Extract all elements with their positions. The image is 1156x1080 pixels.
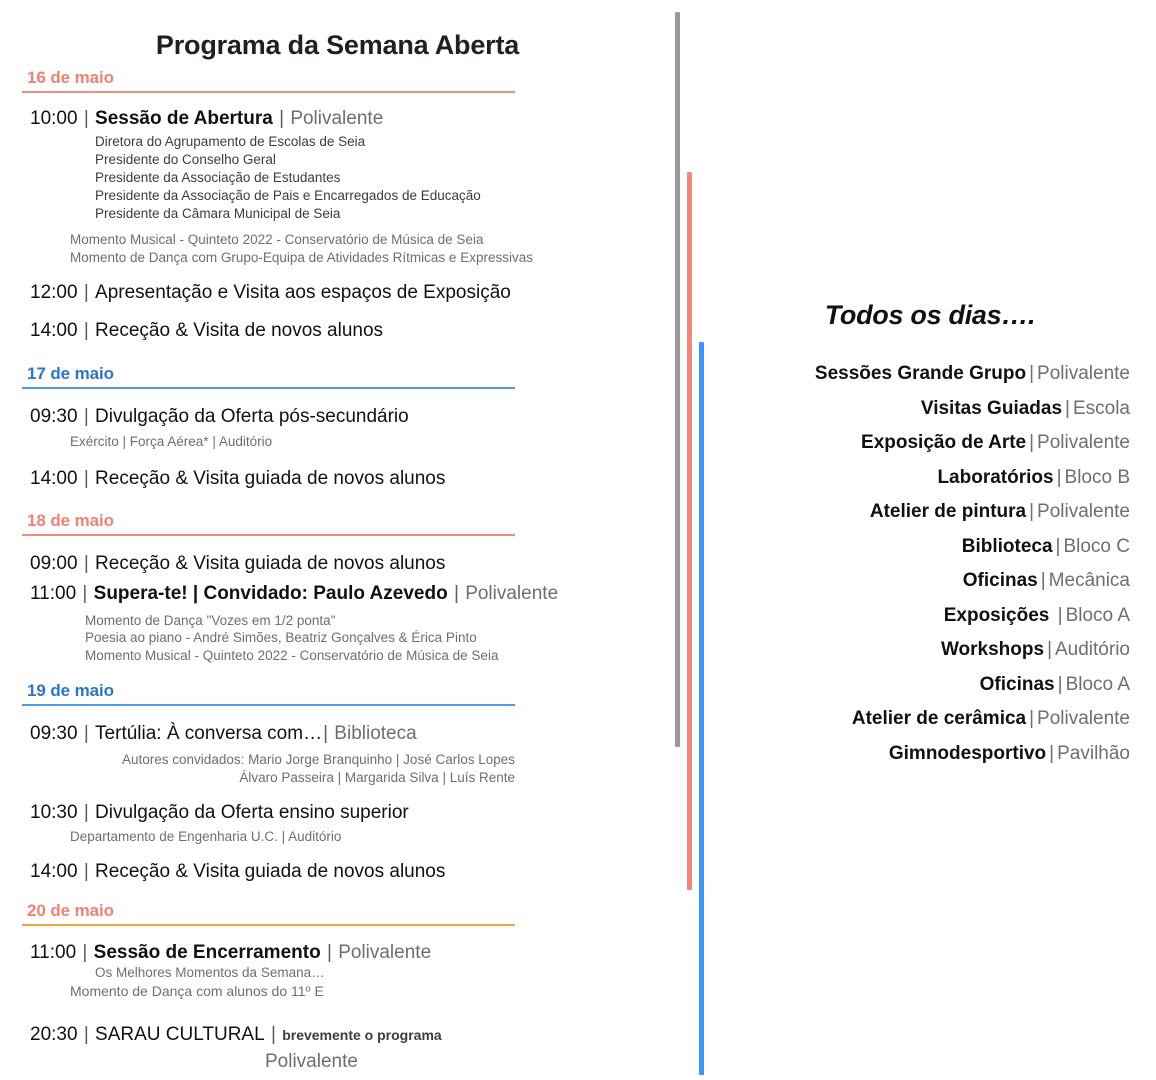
- daily-label: Oficinas: [962, 570, 1038, 591]
- event-subline: Momento Musical - Quinteto 2022 - Conservatório de Música de Seia: [85, 648, 499, 664]
- list-item: Exposição de Arte | Polivalente: [861, 432, 1130, 453]
- daily-label: Atelier de cerâmica: [851, 708, 1027, 729]
- vertical-rule-gray: [675, 12, 680, 747]
- daily-label: Exposições: [943, 604, 1055, 626]
- list-item: Gimnodesportivo | Pavilhão: [888, 742, 1130, 764]
- event-headline: 09:30 | Divulgação da Oferta pós-secundário: [30, 406, 409, 428]
- event-headline: 12:00 | Apresentação e Visita aos espaços de Exposição: [30, 281, 511, 303]
- event-time: 14:00: [30, 467, 78, 489]
- list-item: Atelier de pintura | Polivalente: [869, 501, 1130, 522]
- daily-label: Oficinas: [979, 673, 1055, 695]
- list-item: Biblioteca | Bloco C: [961, 535, 1130, 557]
- event-place: Polivalente: [290, 107, 384, 129]
- event-title: Supera-te! | Convidado: Paulo Azevedo: [93, 582, 448, 604]
- event-headline: 09:30 | Tertúlia: À conversa com…| Biblioteca: [30, 722, 417, 744]
- event-subline: Presidente da Associação de Estudantes: [95, 170, 341, 186]
- daily-location: Bloco B: [1064, 466, 1130, 488]
- event-subline: Exército | Força Aérea* | Auditório: [70, 433, 273, 449]
- event-time: 09:30: [30, 406, 78, 428]
- daily-location: Pavilhão: [1057, 742, 1130, 764]
- program-schedule: [0, 68, 660, 1074]
- event-place: Polivalente: [465, 582, 559, 604]
- event-time: 09:30: [30, 722, 78, 744]
- list-item: Workshops | Auditório: [940, 639, 1130, 660]
- event-title: Receção & Visita guiada de novos alunos: [95, 467, 446, 489]
- day-rule-17: [22, 387, 515, 389]
- event-subline: Momento de Dança com Grupo-Equipa de Atividades Rítmicas e Expressivas: [70, 250, 533, 266]
- event-sublist-secondary: [0, 612, 660, 666]
- event-headline: 14:00 | Receção & Visita guiada de novos alunos: [30, 861, 446, 883]
- event-subline: Os Melhores Momentos da Semana…: [95, 965, 325, 981]
- event-item: [0, 722, 660, 787]
- vertical-rule-salmon: [687, 172, 692, 890]
- day-rule-20: [22, 924, 515, 926]
- daily-location: Polivalente: [1037, 363, 1130, 384]
- event-item: [0, 860, 660, 884]
- daily-label: Gimnodesportivo: [888, 742, 1047, 764]
- event-title: Receção & Visita guiada de novos alunos: [95, 861, 446, 883]
- event-item: [0, 801, 660, 847]
- event-subline: Polivalente: [265, 1050, 358, 1072]
- event-time: 10:00: [30, 107, 78, 129]
- event-subline: Momento Musical - Quinteto 2022 - Conservatório de Música de Seia: [70, 232, 484, 248]
- event-time: 09:00: [30, 553, 78, 575]
- day-block-18: [0, 511, 660, 665]
- event-item: [0, 319, 660, 343]
- event-subline: Álvaro Passeira | Margarida Silva | Luís Rente: [239, 769, 515, 785]
- event-item: [0, 467, 660, 491]
- daily-label: Workshops: [940, 639, 1045, 660]
- event-headline: 20:30 | SARAU CULTURAL | brevemente o programa: [30, 1023, 442, 1045]
- daily-location: Bloco A: [1065, 673, 1130, 695]
- event-subline: Presidente da Câmara Municipal de Seia: [95, 206, 341, 222]
- event-place: brevemente o programa: [282, 1026, 442, 1043]
- daily-activities-panel: [730, 300, 1130, 771]
- event-subline: Presidente do Conselho Geral: [95, 152, 276, 168]
- event-title: Apresentação e Visita aos espaços de Exposição: [95, 281, 511, 303]
- event-headline: 14:00 | Receção & Visita de novos alunos: [30, 319, 384, 341]
- event-time: 10:30: [30, 801, 78, 823]
- event-item: [0, 281, 660, 305]
- day-header-16: 16 de maio: [27, 68, 114, 87]
- event-item: [0, 1023, 660, 1074]
- event-title: Receção & Visita de novos alunos: [95, 319, 384, 341]
- event-sublist-secondary: [0, 751, 515, 787]
- day-header-20: 20 de maio: [27, 901, 114, 921]
- day-rule-16: [22, 91, 515, 93]
- event-item: [0, 582, 660, 666]
- list-item: Sessões Grande Grupo | Polivalente: [814, 363, 1130, 384]
- event-subline: Poesia ao piano - André Simões, Beatriz Gonçalves & Érica Pinto: [85, 630, 477, 646]
- daily-location: Polivalente: [1037, 708, 1130, 729]
- daily-label: Atelier de pintura: [869, 501, 1027, 522]
- event-time: 11:00: [30, 582, 77, 604]
- daily-label: Exposição de Arte: [861, 432, 1027, 453]
- event-sublist-secondary: [0, 1049, 660, 1074]
- day-header-19: 19 de maio: [27, 681, 114, 701]
- event-title: Sessão de Abertura: [95, 107, 273, 129]
- day-block-19: [0, 681, 660, 884]
- event-time: 14:00: [30, 861, 78, 883]
- event-subline: Diretora do Agrupamento de Escolas de Seia: [95, 134, 366, 150]
- list-item: Exposições | Bloco A: [943, 604, 1130, 626]
- event-headline: 14:00 | Receção & Visita guiada de novos alunos: [30, 467, 446, 489]
- event-title: Receção & Visita guiada de novos alunos: [95, 553, 446, 575]
- daily-label: Biblioteca: [961, 535, 1053, 557]
- event-subline: Autores convidados: Mario Jorge Branquinho | José Carlos Lopes: [122, 751, 515, 767]
- event-place: Biblioteca: [334, 722, 417, 744]
- event-time: 14:00: [30, 319, 78, 341]
- event-sublist-secondary: [0, 828, 660, 846]
- list-item: Oficinas | Bloco A: [979, 673, 1130, 695]
- event-sublist: [0, 133, 660, 223]
- daily-location: Escola: [1072, 397, 1130, 419]
- event-title: Tertúlia: À conversa com…: [95, 722, 323, 744]
- event-subline: Momento de Dança "Vozes em 1/2 ponta": [85, 612, 336, 628]
- event-time: 20:30: [30, 1023, 78, 1045]
- daily-location: Bloco C: [1063, 535, 1130, 557]
- event-headline: 10:00 | Sessão de Abertura | Polivalente: [30, 107, 384, 129]
- daily-label: Laboratórios: [937, 466, 1054, 488]
- page-title: Programa da Semana Aberta: [155, 30, 520, 60]
- daily-label: Sessões Grande Grupo: [814, 363, 1027, 384]
- event-time: 11:00: [30, 941, 77, 963]
- event-headline: 10:30 | Divulgação da Oferta ensino superior: [30, 801, 409, 823]
- list-item: Visitas Guiadas | Escola: [920, 397, 1130, 419]
- event-headline: 11:00 | Supera-te! | Convidado: Paulo Azevedo | Polivalente: [30, 582, 559, 604]
- event-place: Polivalente: [338, 941, 432, 963]
- daily-location: Polivalente: [1037, 432, 1130, 453]
- event-time: 12:00: [30, 281, 78, 303]
- event-item: [0, 552, 660, 576]
- day-rule-19: [22, 704, 515, 706]
- event-title: Divulgação da Oferta ensino superior: [95, 801, 409, 823]
- event-item: [0, 405, 660, 451]
- day-block-20: [0, 901, 660, 1074]
- event-sublist-secondary: [0, 433, 660, 451]
- day-block-17: [0, 364, 660, 490]
- day-header-17: 17 de maio: [27, 364, 114, 384]
- daily-location: Bloco A: [1065, 604, 1130, 626]
- event-subline: Departamento de Engenharia U.C. | Auditório: [70, 829, 342, 845]
- list-item: Laboratórios | Bloco B: [937, 466, 1130, 488]
- daily-activities-title: Todos os dias….: [824, 300, 1036, 330]
- event-title: Divulgação da Oferta pós-secundário: [95, 406, 409, 428]
- event-headline: 09:00 | Receção & Visita guiada de novos alunos: [30, 553, 446, 575]
- event-subline: Presidente da Associação de Pais e Encarregados de Educação: [95, 188, 481, 204]
- daily-location: Polivalente: [1037, 501, 1130, 522]
- daily-location: Mecânica: [1048, 570, 1130, 591]
- event-title: Sessão de Encerramento: [93, 941, 321, 963]
- event-title: SARAU CULTURAL: [95, 1023, 265, 1045]
- day-block-16: [0, 68, 660, 342]
- day-header-18: 18 de maio: [27, 511, 114, 531]
- daily-label: Visitas Guiadas: [920, 397, 1063, 419]
- daily-location: Auditório: [1055, 639, 1130, 660]
- event-subline: Momento de Dança com alunos do 11º E: [70, 983, 324, 1000]
- event-item: [0, 107, 660, 267]
- list-item: Atelier de cerâmica | Polivalente: [851, 708, 1130, 729]
- list-item: Oficinas | Mecânica: [962, 570, 1130, 591]
- event-sublist-secondary: [0, 231, 660, 267]
- event-sublist-secondary: [0, 964, 660, 1001]
- event-headline: 11:00 | Sessão de Encerramento | Polivalente: [30, 941, 432, 963]
- vertical-rule-blue: [699, 342, 704, 1075]
- day-rule-18: [22, 534, 515, 536]
- event-item: [0, 941, 660, 1001]
